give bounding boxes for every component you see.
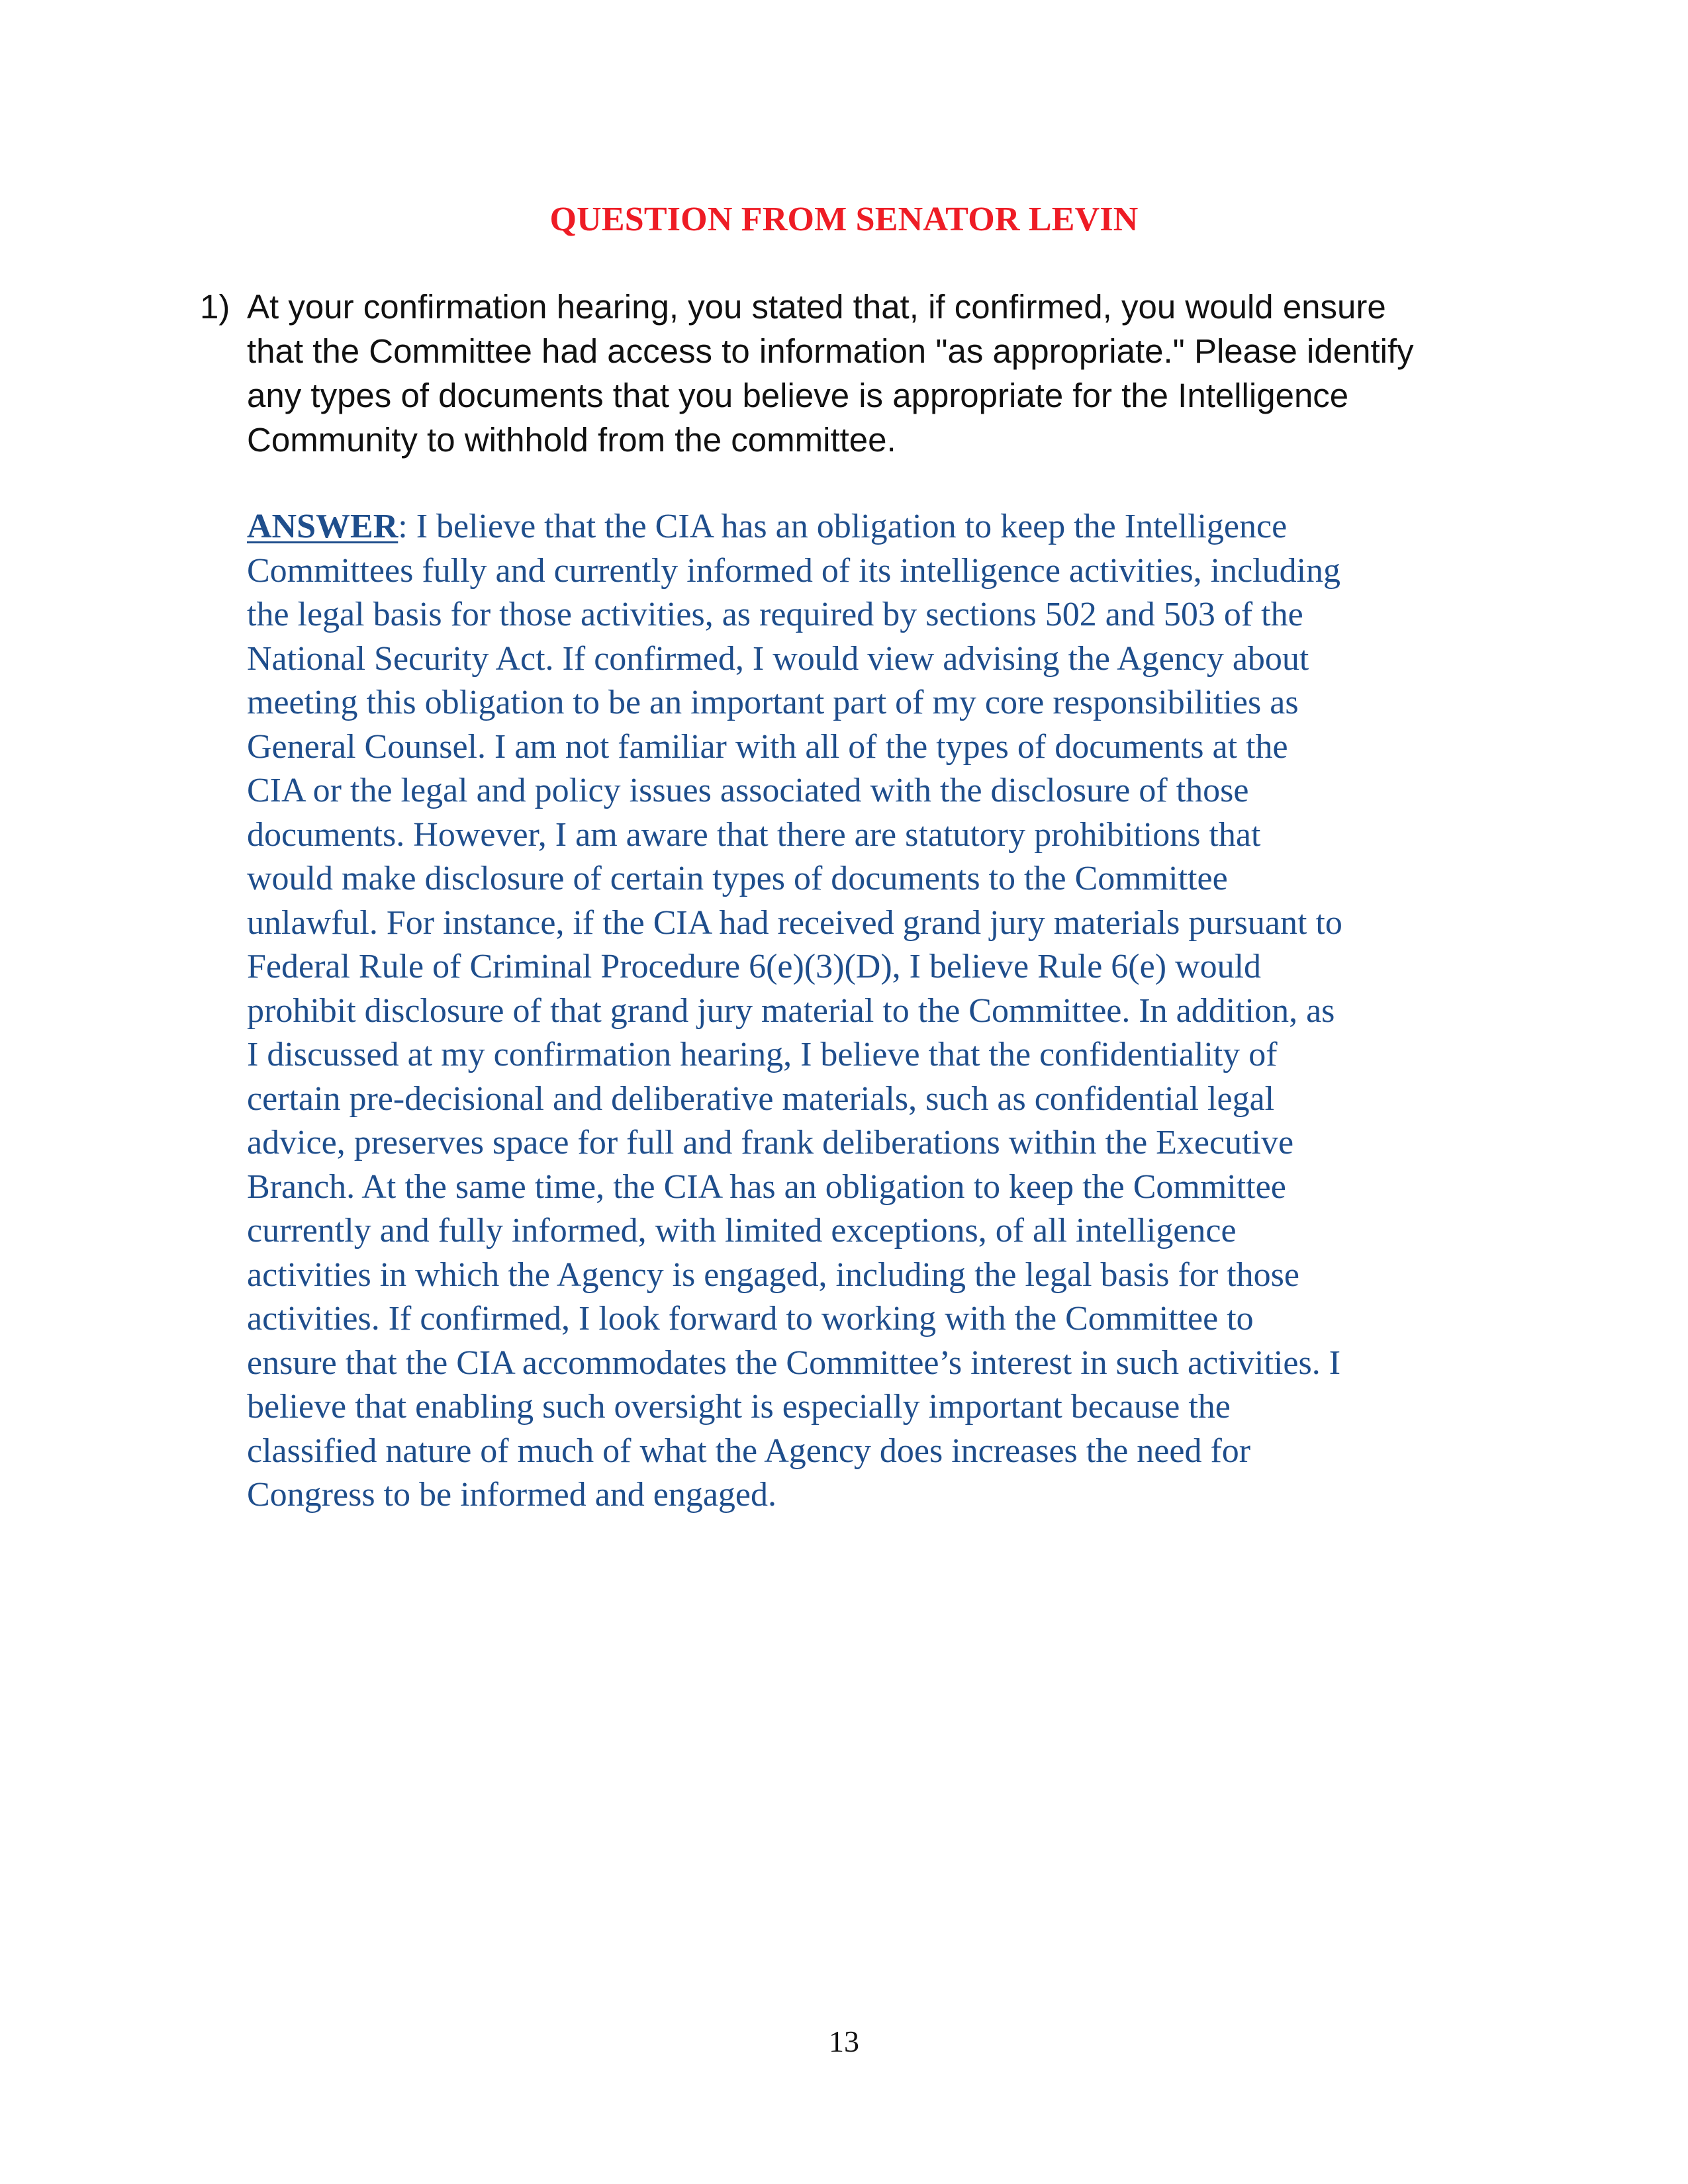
answer-line: Federal Rule of Criminal Procedure 6(e)(3)(D), I believe Rule 6(e) would [247, 948, 1262, 985]
answer-label: ANSWER [247, 508, 399, 545]
answer-line: advice, preserves space for full and frank deliberations within the Executive [247, 1124, 1294, 1161]
question-text [247, 285, 1511, 462]
question-number: 1) [200, 288, 230, 326]
page-number: 13 [829, 2025, 859, 2058]
answer-line: certain pre-decisional and deliberative materials, such as confidential legal [247, 1079, 1275, 1118]
answer-line: documents. However, I am aware that there are statutory prohibitions that [247, 815, 1261, 854]
answer-first-line-text: : I believe that the CIA has an obligation to keep the Intelligence [398, 508, 1288, 545]
answer-line: the legal basis for those activities, as required by sections 502 and 503 of the [247, 596, 1303, 633]
answer-line: I discussed at my confirmation hearing, I believe that the confidentiality of [247, 1036, 1278, 1073]
answer-line: ensure that the CIA accommodates the Committee’s interest in such activities. I [247, 1343, 1341, 1382]
question-line: that the Committee had access to information "as appropriate." Please identify [247, 332, 1414, 370]
question-line: any types of documents that you believe is appropriate for the Intelligence [247, 377, 1349, 414]
question-line: At your confirmation hearing, you stated that, if confirmed, you would ensure [247, 288, 1386, 326]
answer-line: unlawful. For instance, if the CIA had received grand jury materials pursuant to [247, 903, 1342, 942]
section-heading: QUESTION FROM SENATOR LEVIN [549, 201, 1139, 238]
answer-line: believe that enabling such oversight is especially important because the [247, 1388, 1231, 1426]
question-line: Community to withhold from the committee. [247, 421, 896, 459]
answer-line: Branch. At the same time, the CIA has an obligation to keep the Committee [247, 1167, 1286, 1206]
answer-line: activities. If confirmed, I look forward to working with the Committee to [247, 1300, 1254, 1338]
answer-first-line [247, 505, 1511, 549]
answer-line: prohibit disclosure of that grand jury material to the Committee. In addition, as [247, 991, 1335, 1030]
answer-line: activities in which the Agency is engaged, including the legal basis for those [247, 1255, 1299, 1294]
answer-line: currently and fully informed, with limited exceptions, of all intelligence [247, 1212, 1237, 1250]
answer-line: General Counsel. I am not familiar with all of the types of documents at the [247, 727, 1288, 766]
answer-line: Congress to be informed and engaged. [247, 1476, 777, 1514]
answer-line: meeting this obligation to be an important part of my core responsibilities as [247, 684, 1299, 721]
answer-line: classified nature of much of what the Agency does increases the need for [247, 1432, 1251, 1470]
answer-line: would make disclosure of certain types of documents to the Committee [247, 860, 1228, 897]
answer-line: National Security Act. If confirmed, I would view advising the Agency about [247, 639, 1309, 678]
answer-line: Committees fully and currently informed of its intelligence activities, including [247, 551, 1341, 590]
answer-line: CIA or the legal and policy issues associated with the disclosure of those [247, 772, 1249, 809]
answer-block [247, 505, 1511, 1518]
